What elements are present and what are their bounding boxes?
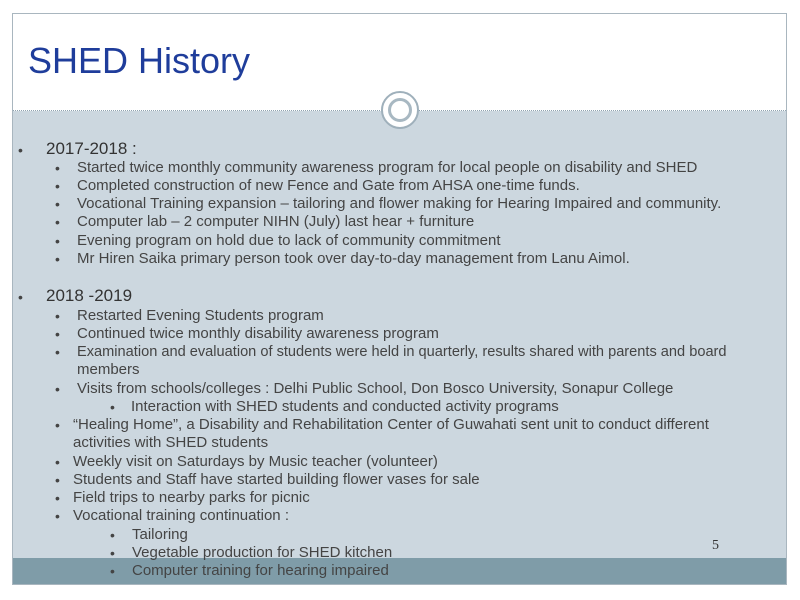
list-item: Continued twice monthly disability awareness program	[77, 325, 439, 342]
bullet-icon: •	[110, 563, 115, 579]
list-item: Vocational Training expansion – tailoring and flower making for Hearing Impaired and community.	[77, 195, 722, 212]
list-item: Evening program on hold due to lack of community commitment	[77, 232, 501, 249]
bullet-icon: •	[55, 233, 60, 249]
section-heading: 2017-2018 :	[46, 139, 137, 158]
list-item: Examination and evaluation of students were held in quarterly, results shared with parents and board	[77, 344, 727, 360]
footer-bar	[13, 558, 786, 584]
slide-title: SHED History	[28, 40, 251, 81]
list-item: Completed construction of new Fence and Gate from AHSA one-time funds.	[77, 177, 580, 194]
bullet-icon: •	[18, 142, 23, 158]
list-item: Vocational training continuation :	[73, 507, 289, 524]
bullet-icon: •	[55, 178, 60, 194]
bullet-icon: •	[55, 251, 60, 267]
bullet-icon: •	[55, 308, 60, 324]
section-heading: 2018 -2019	[46, 286, 133, 305]
sub-list-item: Interaction with SHED students and conducted activity programs	[131, 398, 559, 415]
sub-list-item: Computer training for hearing impaired	[132, 562, 389, 579]
bullet-icon: •	[55, 454, 60, 470]
list-item: “Healing Home”, a Disability and Rehabilitation Center of Guwahati sent unit to conduct different	[73, 416, 709, 433]
list-item: Mr Hiren Saika primary person took over day-to-day management from Lanu Aimol.	[77, 250, 630, 267]
bullet-icon: •	[55, 472, 60, 488]
bullet-icon: •	[110, 527, 115, 543]
bullet-icon: •	[55, 490, 60, 506]
list-item: Weekly visit on Saturdays by Music teacher (volunteer)	[73, 453, 438, 470]
list-item-continuation: activities with SHED students	[73, 434, 269, 451]
list-item: Started twice monthly community awareness program for local people on disability and SHED	[77, 159, 698, 176]
bullet-icon: •	[55, 196, 60, 212]
bullet-icon: •	[55, 508, 60, 524]
bullet-icon: •	[110, 545, 115, 561]
list-item: Students and Staff have started building flower vases for sale	[73, 471, 480, 488]
list-item: Computer lab – 2 computer NIHN (July) last hear + furniture	[77, 213, 475, 230]
list-item: Restarted Evening Students program	[77, 307, 324, 324]
list-item-continuation: members	[77, 361, 140, 378]
bullet-icon: •	[110, 399, 115, 415]
bullet-icon: •	[55, 214, 60, 230]
bullet-icon: •	[55, 344, 60, 360]
bullet-icon: •	[55, 381, 60, 397]
page-number: 5	[712, 538, 719, 553]
bullet-icon: •	[18, 289, 23, 305]
sub-list-item: Tailoring	[132, 526, 188, 543]
bullet-icon: •	[55, 417, 60, 433]
bullet-icon: •	[55, 326, 60, 342]
list-item: Field trips to nearby parks for picnic	[73, 489, 310, 506]
decorative-circle-icon	[381, 91, 419, 129]
sub-list-item: Vegetable production for SHED kitchen	[132, 544, 393, 561]
bullet-icon: •	[55, 160, 60, 176]
list-item: Visits from schools/colleges : Delhi Public School, Don Bosco University, Sonapur College	[77, 380, 674, 397]
